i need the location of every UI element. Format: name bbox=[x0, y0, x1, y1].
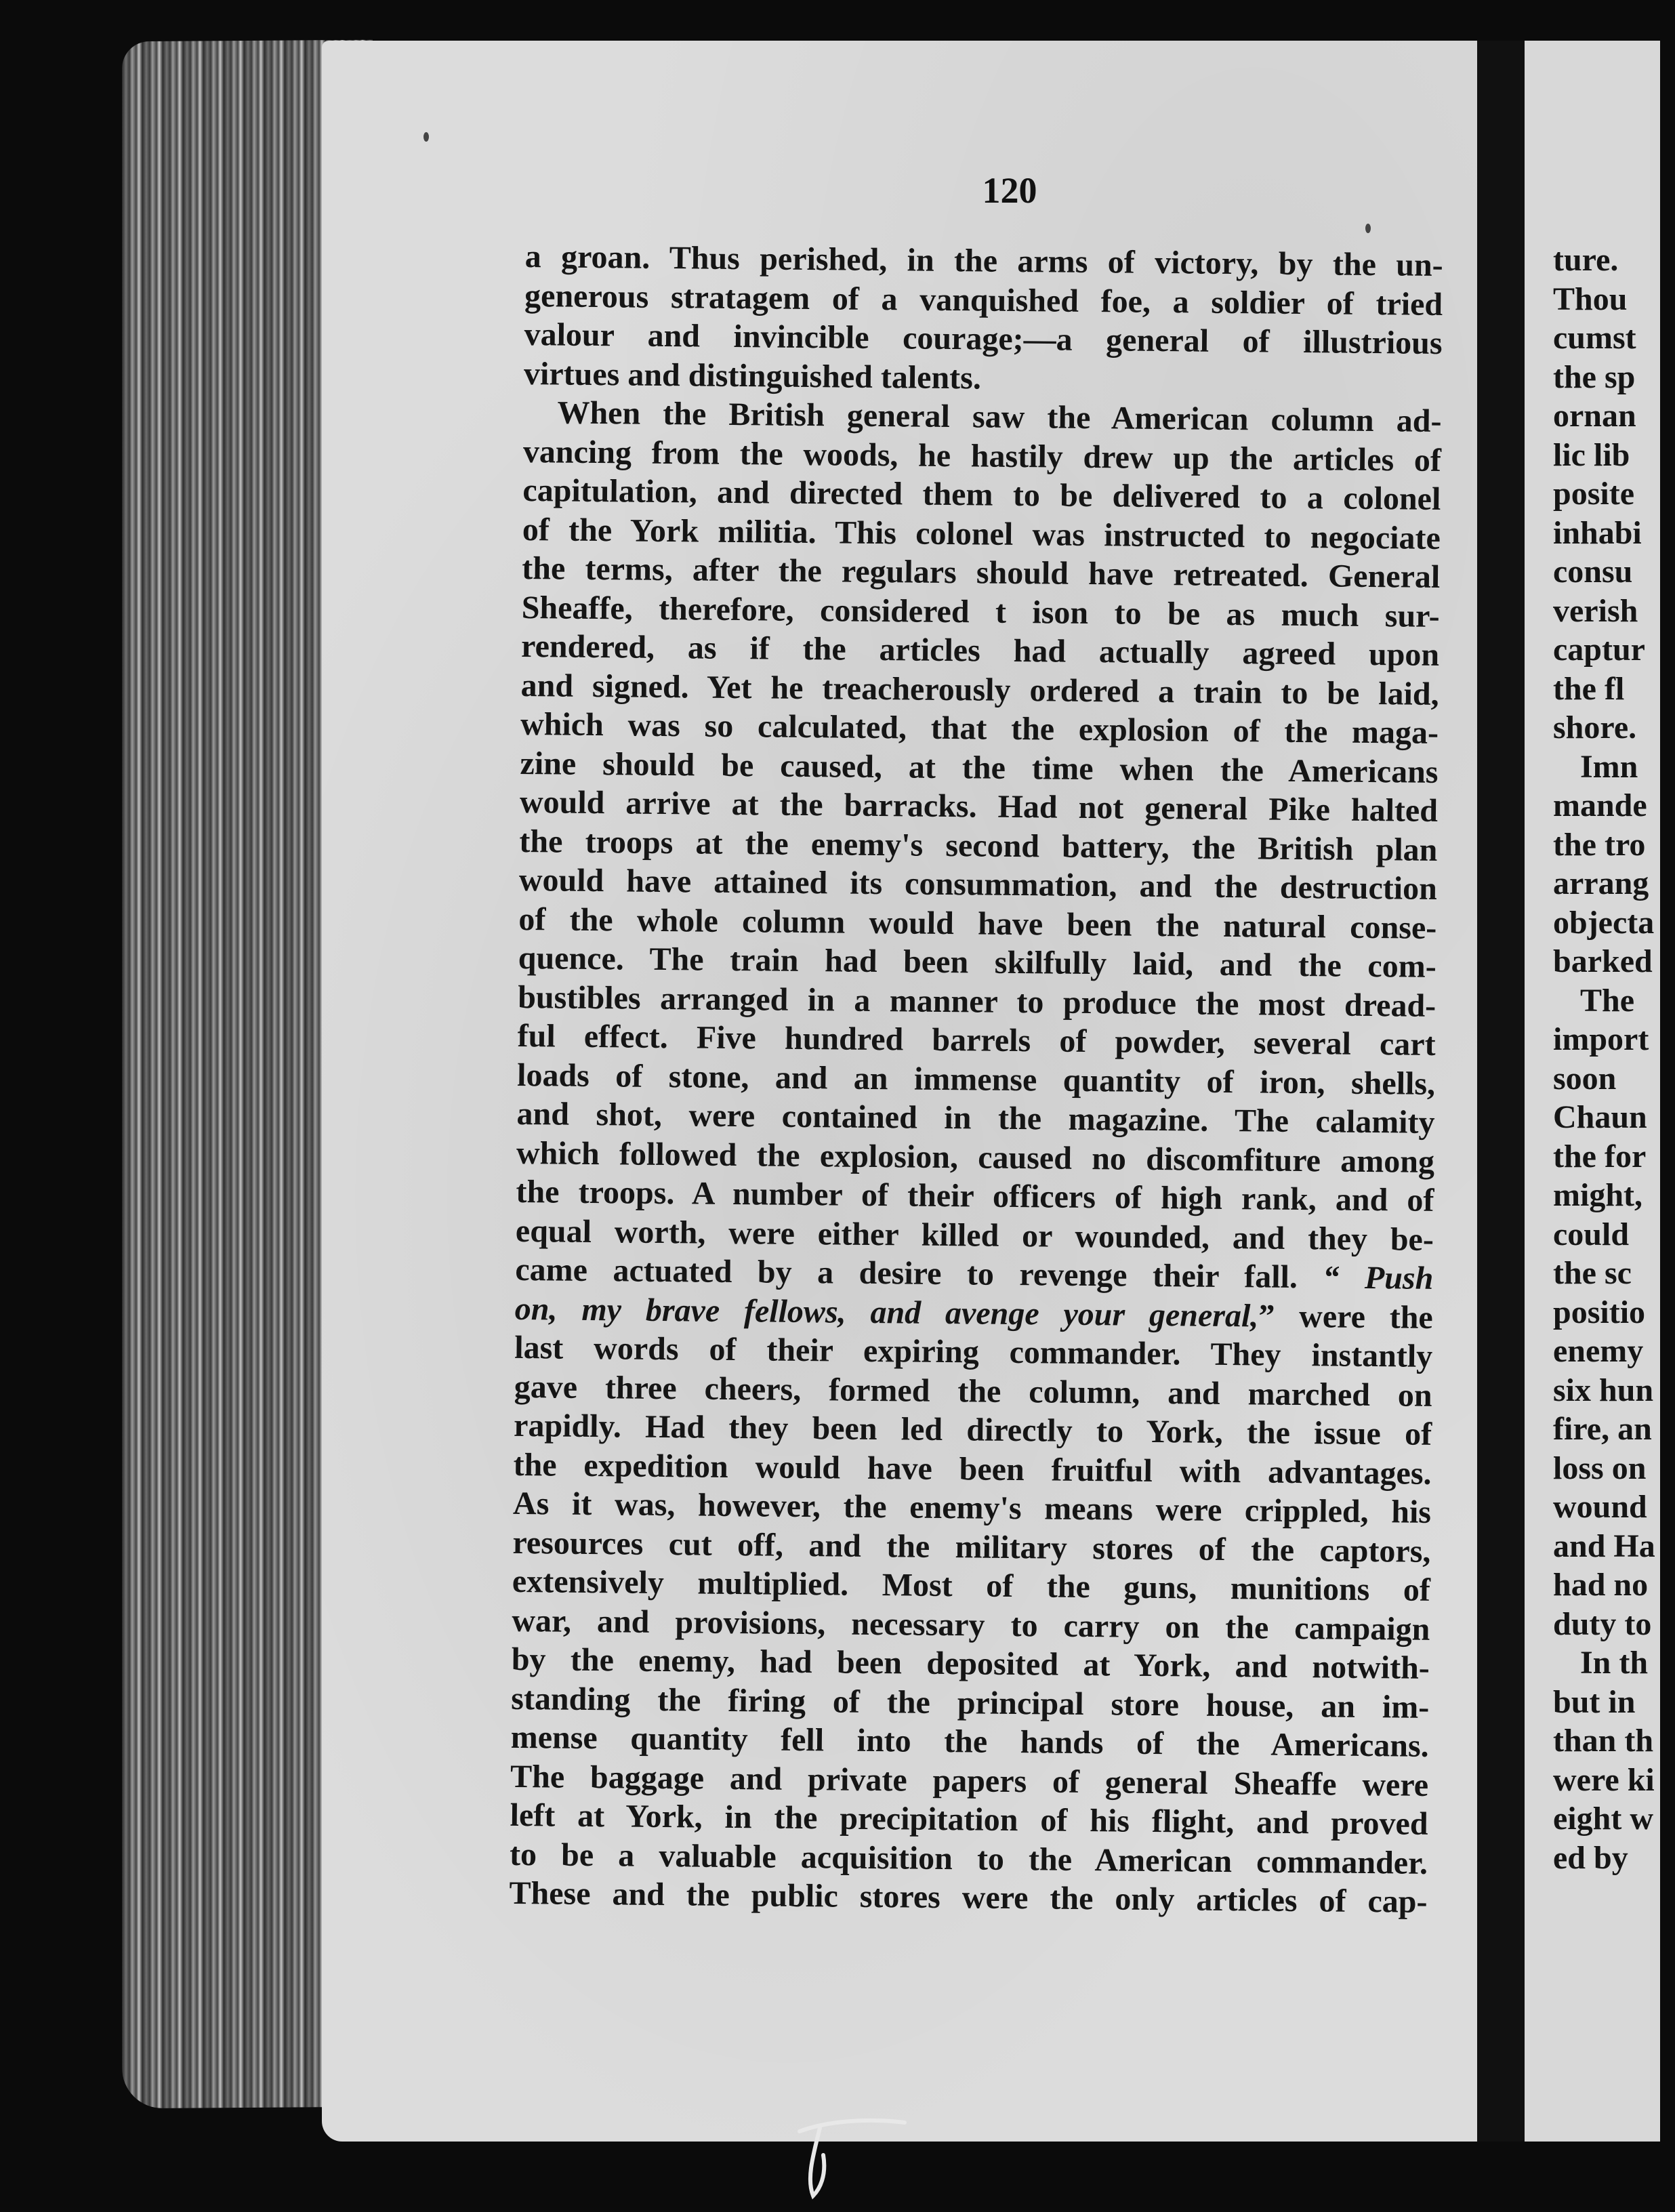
text-line: capitulation, and directed them to be delivered to a colonel bbox=[522, 472, 1441, 517]
facing-text-line: import bbox=[1553, 1021, 1649, 1057]
text-line: by the enemy, had been deposited at York, and notwith- bbox=[511, 1641, 1430, 1686]
facing-text-line: cumst bbox=[1553, 320, 1636, 356]
facing-text-line: The bbox=[1580, 982, 1635, 1019]
facing-text-line: fire, an bbox=[1553, 1411, 1652, 1447]
facing-text-line: and Ha bbox=[1553, 1528, 1655, 1564]
facing-text-line: captur bbox=[1553, 632, 1645, 668]
facing-text-line: enemy bbox=[1553, 1333, 1644, 1369]
handwritten-mark bbox=[793, 2114, 908, 2203]
facing-text-line: ed by bbox=[1553, 1839, 1628, 1876]
facing-text-line: the sp bbox=[1553, 359, 1636, 395]
text-line: zine should be caused, at the time when the Americans bbox=[520, 745, 1439, 790]
facing-text-line: loss on bbox=[1553, 1450, 1647, 1486]
text-line: The baggage and private papers of general Sheaffe were bbox=[510, 1758, 1429, 1803]
facing-text-line: ornan bbox=[1553, 398, 1636, 434]
text-line: bustibles arranged in a manner to produce the most dread- bbox=[517, 979, 1436, 1024]
text-line: war, and provisions, necessary to carry on the campaign bbox=[512, 1602, 1430, 1647]
text-line: which was so calculated, that the explosion of the maga- bbox=[520, 705, 1439, 751]
facing-text-line: arrang bbox=[1553, 865, 1649, 901]
text-line: the troops. A number of their officers of high rank, and of bbox=[516, 1173, 1434, 1218]
quote-text: on, my brave fellows, and avenge your general, bbox=[514, 1290, 1259, 1334]
text-line: As it was, however, the enemy's means were crippled, his bbox=[512, 1485, 1432, 1530]
facing-text-line: six hun bbox=[1553, 1372, 1654, 1408]
facing-text-line: but in bbox=[1553, 1683, 1636, 1720]
text-line: the expedition would have been fruitful with advantages. bbox=[513, 1446, 1432, 1492]
text-line: a groan. Thus perished, in the arms of victory, by the un- bbox=[524, 238, 1443, 284]
facing-text-line: objecta bbox=[1553, 904, 1655, 941]
text-line: gave three cheers, formed the column, and marched on bbox=[514, 1368, 1432, 1414]
facing-text-line: consu bbox=[1553, 554, 1633, 590]
text-line: generous stratagem of a vanquished foe, a soldier of tried bbox=[524, 277, 1443, 323]
facing-text-line: barked bbox=[1553, 943, 1653, 979]
facing-text-line: Thou bbox=[1553, 281, 1628, 317]
facing-text-line: the tro bbox=[1553, 826, 1646, 863]
text-line: left at York, in the precipitation of his flight, and proved bbox=[510, 1797, 1428, 1842]
quote-open: “ Push bbox=[1323, 1259, 1434, 1296]
text-line: standing the firing of the principal store house, an im- bbox=[511, 1680, 1430, 1725]
text-line: quence. The train had been skilfully laid, and the com- bbox=[518, 939, 1436, 985]
book-gutter bbox=[1477, 41, 1525, 2142]
facing-text-line: eight w bbox=[1553, 1801, 1653, 1837]
facing-text-line: In th bbox=[1580, 1645, 1649, 1681]
text-line: loads of stone, and an immense quantity of iron, shells, bbox=[516, 1057, 1436, 1102]
facing-text-line: than th bbox=[1553, 1723, 1654, 1759]
text-line: valour and invincible courage;—a general of illustrious bbox=[524, 316, 1443, 361]
facing-page-text bbox=[1553, 241, 1675, 1877]
facing-text-line: Imn bbox=[1580, 748, 1638, 785]
facing-text-line: the sc bbox=[1553, 1255, 1632, 1291]
ink-speck bbox=[1365, 224, 1371, 233]
ink-speck bbox=[423, 132, 429, 142]
facing-text-line: the for bbox=[1553, 1138, 1647, 1174]
text-line: the terms, after the regulars should have retreated. General bbox=[522, 550, 1441, 595]
text-line: vancing from the woods, he hastily drew up the articles of bbox=[522, 433, 1442, 478]
facing-text-line: shore. bbox=[1553, 710, 1637, 745]
page-number: 120 bbox=[982, 170, 1037, 211]
text-line: equal worth, were either killed or wounded, and they be- bbox=[515, 1212, 1434, 1258]
facing-text-line: were ki bbox=[1553, 1761, 1655, 1798]
facing-text-line: duty to bbox=[1553, 1605, 1652, 1642]
facing-text-line: Chaun bbox=[1553, 1099, 1647, 1135]
text-line: of the whole column would have been the natural conse- bbox=[518, 901, 1437, 946]
text-line: and signed. Yet he treacherously ordered a train to be laid, bbox=[520, 667, 1439, 712]
text-line: the troops at the enemy's second battery, the British plan bbox=[519, 823, 1438, 868]
facing-text-line: the fl bbox=[1553, 670, 1625, 707]
facing-text-line: could bbox=[1553, 1216, 1630, 1252]
facing-text-line: mande bbox=[1553, 787, 1647, 823]
facing-text-line: positio bbox=[1553, 1294, 1646, 1330]
facing-text-line: had no bbox=[1553, 1567, 1649, 1603]
text-line: and shot, were contained in the magazine. The calamity bbox=[516, 1095, 1435, 1141]
text-line: virtues and distinguished talents. bbox=[523, 355, 982, 396]
text-line: would arrive at the barracks. Had not general Pike halted bbox=[519, 783, 1439, 829]
text-line: extensively multiplied. Most of the guns, munitions of bbox=[512, 1563, 1431, 1608]
text-line: rendered, as if the articles had actually agreed upon bbox=[520, 628, 1440, 673]
facing-text-line: lic lib bbox=[1553, 436, 1630, 473]
text-line: ful effect. Five hundred barrels of powder, several cart bbox=[517, 1017, 1436, 1063]
text-line: mense quantity fell into the hands of the Americans. bbox=[510, 1719, 1429, 1764]
text-line: which followed the explosion, caused no discomfiture among bbox=[516, 1134, 1435, 1180]
text-line: These and the public stores were the only articles of cap- bbox=[509, 1875, 1428, 1920]
text-segment: came actuated by a desire to revenge their fall. bbox=[515, 1251, 1298, 1296]
text-line: would have attained its consummation, and the destruction bbox=[518, 861, 1438, 907]
quote-close: ” were the bbox=[1258, 1297, 1434, 1336]
text-line: of the York militia. This colonel was instructed to negociate bbox=[522, 511, 1441, 556]
text-line: resources cut off, and the military stores of the captors, bbox=[512, 1524, 1431, 1570]
main-text-block bbox=[509, 237, 1443, 1921]
facing-text-line: posite bbox=[1553, 476, 1634, 512]
facing-text-line: might, bbox=[1553, 1177, 1642, 1213]
facing-text-line: soon bbox=[1553, 1060, 1617, 1097]
paragraph-start-line: When the British general saw the American column ad- bbox=[557, 394, 1442, 439]
text-line: Sheaffe, therefore, considered t ison to be as much sur- bbox=[521, 589, 1440, 634]
facing-text-line: inhabi bbox=[1553, 514, 1642, 551]
text-line: last words of their expiring commander. They instantly bbox=[514, 1329, 1433, 1374]
facing-text-line: ture. bbox=[1553, 242, 1619, 278]
text-line: rapidly. Had they been led directly to York, the issue of bbox=[513, 1407, 1432, 1452]
facing-text-line: wound bbox=[1553, 1489, 1647, 1525]
text-line: to be a valuable acquisition to the American commander. bbox=[509, 1836, 1428, 1881]
facing-text-line: verish bbox=[1553, 592, 1638, 629]
